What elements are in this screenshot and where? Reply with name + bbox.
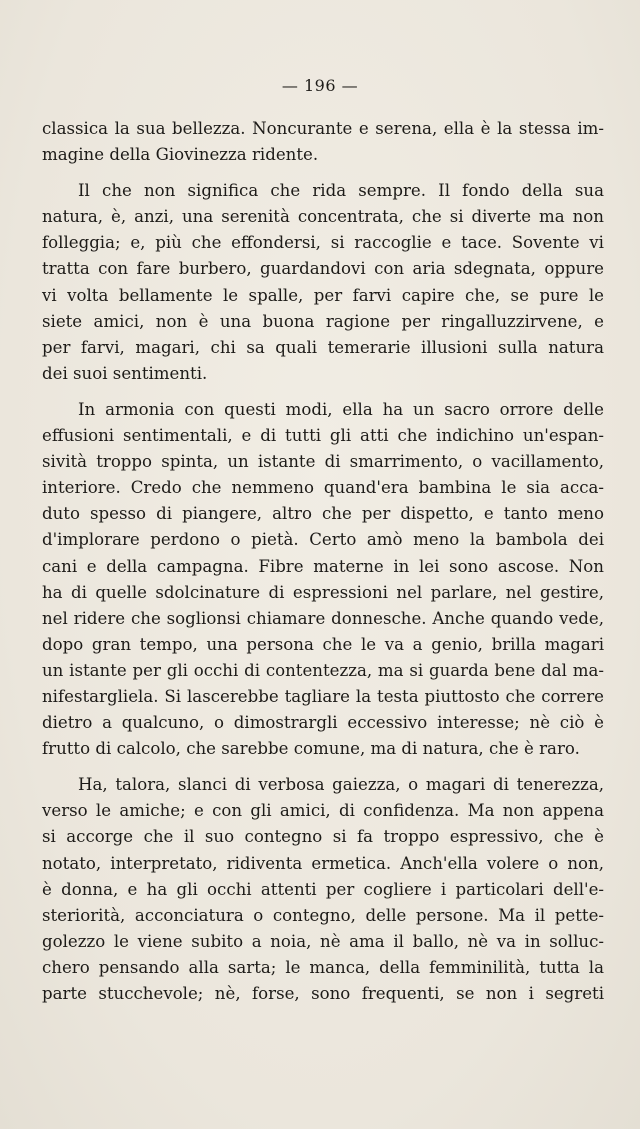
text-line: chero pensando alla sarta; le manca, della femminilità, tutta la — [42, 957, 604, 977]
page-number: — 196 — — [281, 76, 359, 95]
text-line: vi volta bellamente le spalle, per farvi capire che, se pure le — [42, 285, 604, 305]
text-line: In armonia con questi modi, ella ha un sacro orrore delle — [78, 399, 604, 419]
text-line: dopo gran tempo, una persona che le va a genio, brilla magari — [42, 634, 604, 654]
paragraph-4 — [42, 772, 604, 1007]
text-line: nifestargliela. Si lascerebbe tagliare la testa piuttosto che correre — [42, 686, 604, 706]
text-line: parte stucchevole; nè, forse, sono frequenti, se non i segreti — [42, 984, 604, 1003]
text-line: d'implorare perdono o pietà. Certo amò meno la bambola dei — [42, 530, 604, 550]
text-line: Il che non significa che rida sempre. Il fondo della sua — [78, 181, 604, 201]
text-line: steriorità, acconciatura o contegno, delle persone. Ma il pette- — [42, 905, 604, 925]
text-line: dietro a qualcuno, o dimostrargli eccessivo interesse; nè ciò è — [42, 713, 604, 733]
text-line: classica la sua bellezza. Noncurante e serena, ella è la stessa im- — [42, 119, 604, 138]
text-line: è donna, e ha gli occhi attenti per cogliere i particolari dell'e- — [42, 879, 604, 899]
text-line: folleggia; e, più che effondersi, si raccoglie e tace. Sovente vi — [42, 233, 604, 253]
text-line: ha di quelle sdolcinature di espressioni nel parlare, nel gestire, — [42, 582, 604, 602]
text-line: notato, interpretato, ridiventa ermetica. Anch'ella volere o non, — [42, 853, 604, 873]
text-line: duto spesso di piangere, altro che per dispetto, e tanto meno — [42, 504, 604, 524]
text-line: magine della Giovinezza ridente. — [42, 145, 319, 165]
text-line: nel ridere che soglionsi chiamare donnesche. Anche quando vede, — [42, 608, 604, 628]
text-line: tratta con fare burbero, guardandovi con aria sdegnata, oppure — [42, 259, 604, 279]
text-line: un istante per gli occhi di contentezza, ma si guarda bene dal ma- — [42, 660, 604, 680]
text-line: frutto di calcolo, che sarebbe comune, ma di natura, che è raro. — [42, 739, 580, 759]
text-line: verso le amiche; e con gli amici, di confidenza. Ma non appena — [42, 801, 604, 821]
text-line: golezzo le viene subito a noia, nè ama il ballo, nè va in solluc- — [42, 931, 604, 951]
text-line: cani e della campagna. Fibre materne in lei sono ascose. Non — [42, 556, 604, 576]
text-line: per farvi, magari, chi sa quali temerarie illusioni sulla natura — [42, 337, 604, 357]
text-line: si accorge che il suo contegno si fa troppo espressivo, che è — [42, 827, 604, 847]
text-line: natura, è, anzi, una serenità concentrata, che si diverte ma non — [42, 207, 604, 227]
body-text — [42, 116, 604, 1007]
text-line: Ha, talora, slanci di verbosa gaiezza, o magari di tenerezza, — [78, 775, 604, 795]
text-line: dei suoi sentimenti. — [42, 363, 208, 383]
text-line: siete amici, non è una buona ragione per ringalluzzirvene, e — [42, 311, 604, 331]
text-line: interiore. Credo che nemmeno quand'era bambina le sia acca- — [42, 478, 604, 498]
text-line: effusioni sentimentali, e di tutti gli atti che indichino un'espan- — [42, 426, 604, 446]
paragraph-3 — [42, 397, 604, 762]
paragraph-2 — [42, 178, 604, 387]
text-line: sività troppo spinta, un istante di smarrimento, o vacillamento, — [42, 452, 604, 472]
paragraph-1 — [42, 116, 604, 168]
